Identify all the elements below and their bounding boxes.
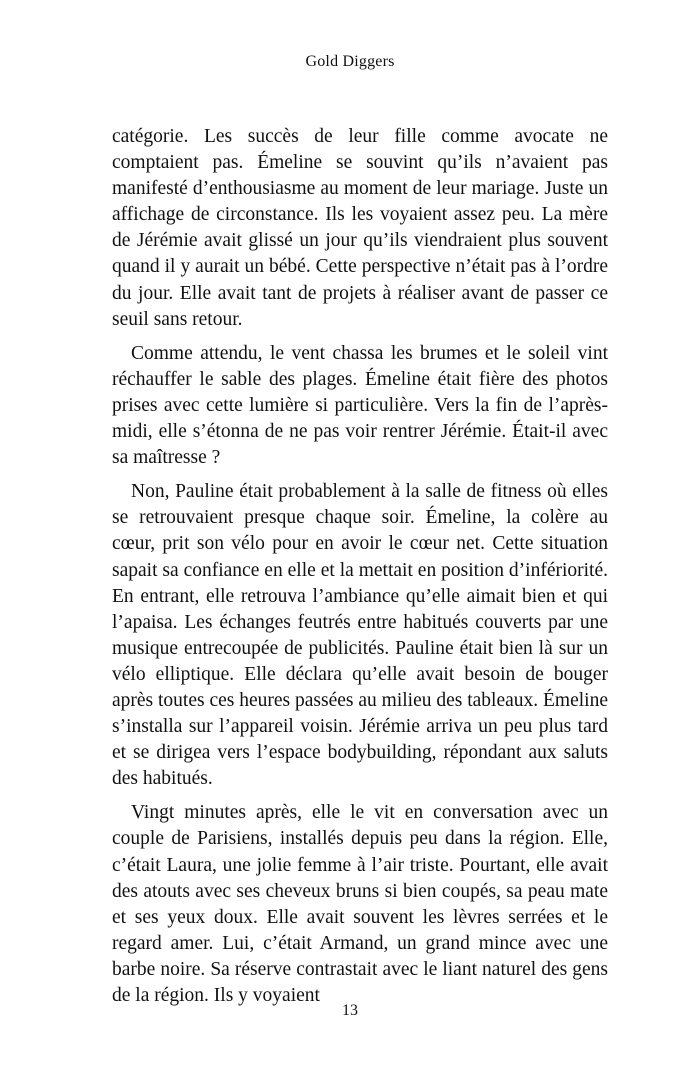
page-number: 13 — [342, 1002, 358, 1019]
paragraph: Non, Pauline était probablement à la salle de fitness où elles se retrouvaient presque chaque soir. Émeline, la colère au cœur, prit son vélo pour en avoir le cœur net. Cette situation sapait sa confiance en elle et la mettait en position d’infériorité. En entrant, elle retrouva l’ambiance qu’elle aimait bien et qui l’apaisa. Les échanges feutrés entre habitués couverts par une musique entrecoupée de publicités. Pauline était bien là sur un vélo elliptique. Elle déclara qu’elle avait besoin de bouger après toutes ces heures passées au milieu des tableaux. Émeline s’installa sur l’appareil voisin. Jérémie arriva un peu plus tard et se dirigea vers l’espace bodybuilding, répondant aux saluts des habitués. — [112, 481, 608, 790]
paragraph: catégorie. Les succès de leur fille comme avocate ne comptaient pas. Émeline se souvint qu’ils n’avaient pas manifesté d’enthousiasme au moment de leur mariage. Juste un affichage de circonstance. Ils les voyaient assez peu. La mère de Jérémie avait glissé un jour qu’ils viendraient plus souvent quand il y aurait un bébé. Cette perspective n’était pas à l’ordre du jour. Elle avait tant de projets à réaliser avant de passer ce seuil sans retour. — [112, 126, 608, 330]
paragraph: Vingt minutes après, elle le vit en conversation avec un couple de Parisiens, installés depuis peu dans la région. Elle, c’était Laura, une jolie femme à l’air triste. Pourtant, elle avait des atouts avec ses cheveux bruns si bien coupés, sa peau mate et ses yeux doux. Elle avait souvent les lèvres serrées et le regard amer. Lui, c’était Armand, un grand mince avec une barbe noire. Sa réserve contrastait avec le liant naturel des gens de la région. Ils y voyaient — [112, 802, 608, 1006]
paragraph: Comme attendu, le vent chassa les brumes et le soleil vint réchauffer le sable des plages. Émeline était fière des photos prises avec cette lumière si particulière. Vers la fin de l’après-midi, elle s’étonna de ne pas voir rentrer Jérémie. Était-il avec sa maîtresse ? — [112, 342, 608, 469]
running-title: Gold Diggers — [305, 53, 395, 70]
body-text — [112, 124, 608, 1017]
